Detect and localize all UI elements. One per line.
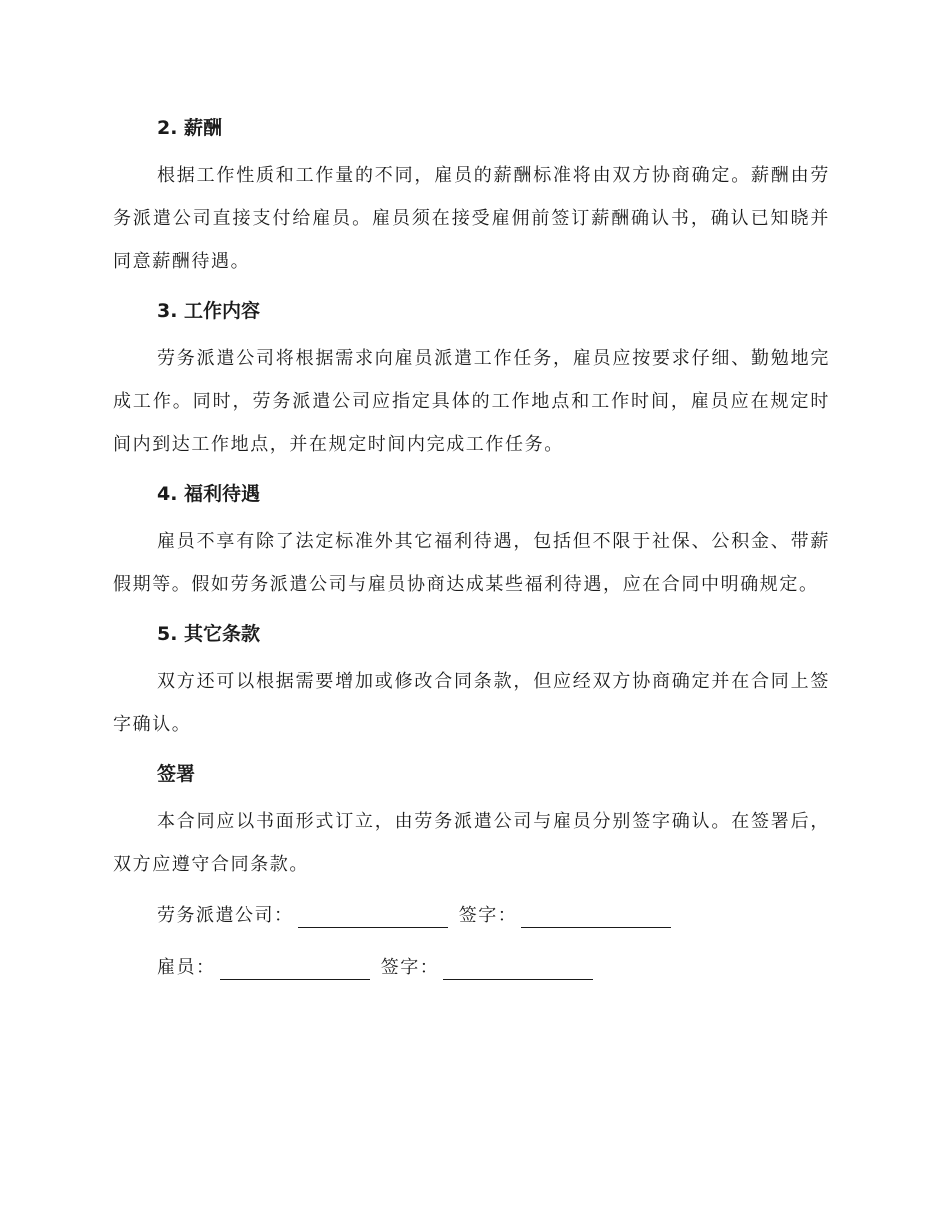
company-signature-line (113, 896, 830, 936)
section-other-terms (113, 616, 830, 746)
employee-signature-blank[interactable] (443, 953, 593, 980)
section-salary (113, 110, 830, 283)
section-signing (113, 756, 830, 886)
employee-signature-line (113, 948, 830, 988)
company-signature-blank[interactable] (521, 901, 671, 928)
section-heading: 3. 工作内容 (157, 300, 261, 322)
section-paragraph: 双方还可以根据需要增加或修改合同条款，但应经双方协商确定并在合同上签字确认。 (113, 671, 830, 735)
section-work-content (113, 293, 830, 466)
section-heading: 4. 福利待遇 (157, 483, 261, 505)
section-paragraph: 雇员不享有除了法定标准外其它福利待遇，包括但不限于社保、公积金、带薪假期等。假如劳务派遣公司与雇员协商达成某些福利待遇，应在合同中明确规定。 (113, 531, 830, 595)
section-heading: 5. 其它条款 (157, 623, 261, 645)
section-heading: 2. 薪酬 (157, 117, 223, 139)
section-paragraph: 本合同应以书面形式订立，由劳务派遣公司与雇员分别签字确认。在签署后，双方应遵守合同条款。 (113, 811, 830, 875)
section-paragraph: 根据工作性质和工作量的不同，雇员的薪酬标准将由双方协商确定。薪酬由劳务派遣公司直接支付给雇员。雇员须在接受雇佣前签订薪酬确认书，确认已知晓并同意薪酬待遇。 (113, 165, 830, 272)
employee-name-blank[interactable] (220, 953, 370, 980)
section-heading: 签署 (157, 763, 196, 785)
section-paragraph: 劳务派遣公司将根据需求向雇员派遣工作任务，雇员应按要求仔细、勤勉地完成工作。同时，劳务派遣公司应指定具体的工作地点和工作时间，雇员应在规定时间内到达工作地点，并在规定时间内完成工作任务。 (113, 348, 830, 455)
employee-label: 雇员： (157, 957, 216, 978)
company-sign-label: 签字： (458, 905, 518, 926)
company-name-blank[interactable] (298, 901, 448, 928)
document-body (113, 110, 830, 1000)
employee-sign-label: 签字： (380, 957, 440, 978)
company-label: 劳务派遣公司： (157, 905, 294, 926)
section-benefits (113, 476, 830, 606)
